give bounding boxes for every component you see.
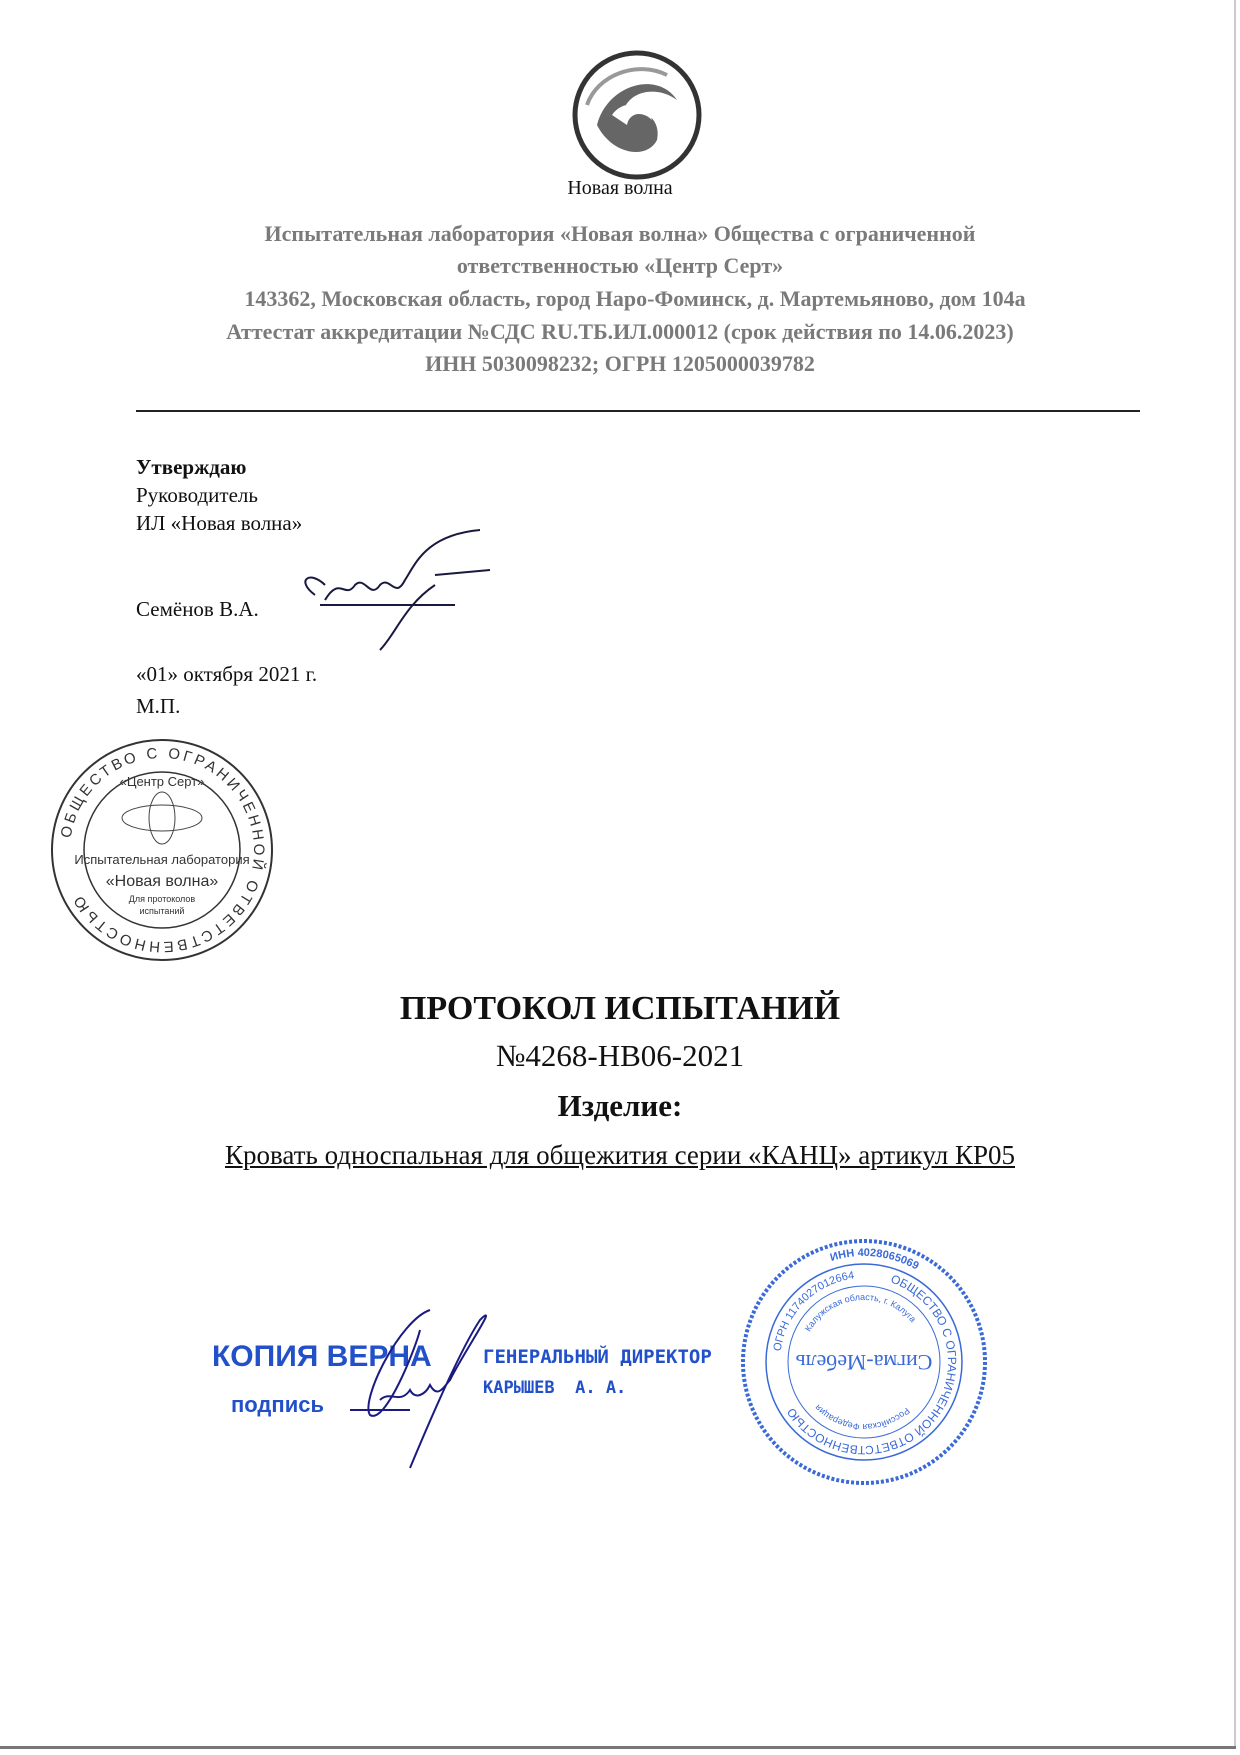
- svg-text:Для протоколов: Для протоколов: [128, 894, 196, 904]
- approve-label: Утверждаю: [136, 455, 247, 479]
- director-signature: [330, 1290, 550, 1470]
- director-name: КАРЫШЕВ А. А.: [483, 1378, 627, 1398]
- lab-round-stamp: [48, 736, 276, 964]
- svg-text:ОБЩЕСТВО С ОГРАНИЧЕННОЙ ОТВЕТС: ОБЩЕСТВО С ОГРАНИЧЕННОЙ ОТВЕТСТВЕННОСТЬЮ: [784, 1271, 960, 1458]
- approver-org: ИЛ «Новая волна»: [136, 511, 303, 535]
- lab-ids: ИНН 5030098232; ОГРН 1205000039782: [425, 351, 815, 376]
- lab-address: 143362, Московская область, город Наро-Фоминск, д. Мартемьяново, дом 104а: [244, 286, 1026, 311]
- approval-date: «01» октября 2021 г.: [136, 662, 318, 686]
- seal-mark: М.П.: [136, 694, 181, 718]
- approver-name: Семёнов В.А.: [136, 597, 259, 621]
- item-label: Изделие:: [557, 1088, 683, 1123]
- company-round-stamp: [740, 1238, 988, 1486]
- document-number: №4268-НВ06-2021: [495, 1038, 745, 1073]
- document-title: ПРОТОКОЛ ИСПЫТАНИЙ: [399, 990, 841, 1027]
- svg-text:Калужская область, г. Калуга: Калужская область, г. Калуга: [802, 1291, 919, 1334]
- svg-text:«Центр Серт»: «Центр Серт»: [119, 774, 205, 789]
- signature-label: подпись: [231, 1392, 324, 1417]
- approver-position: Руководитель: [136, 483, 258, 507]
- lab-name-line1: Испытательная лаборатория «Новая волна» Общества с ограниченной: [264, 221, 976, 246]
- svg-text:Сигма-Мебель: Сигма-Мебель: [795, 1350, 933, 1375]
- page-edge: [0, 1746, 1236, 1749]
- svg-text:Российская Федерация: Российская Федерация: [812, 1402, 912, 1433]
- director-title: ГЕНЕРАЛЬНЫЙ ДИРЕКТОР: [483, 1346, 712, 1368]
- copy-true-label: КОПИЯ ВЕРНА: [212, 1340, 432, 1373]
- approver-signature: [285, 525, 495, 655]
- svg-text:ИНН 4028065069: ИНН 4028065069: [828, 1246, 921, 1273]
- lab-name-line2: ответственностью «Центр Серт»: [456, 253, 784, 278]
- svg-text:«Новая волна»: «Новая волна»: [105, 873, 219, 890]
- item-name: Кровать односпальная для общежития серии «КАНЦ» артикул КР05: [225, 1140, 1015, 1170]
- svg-text:испытаний: испытаний: [139, 906, 185, 916]
- svg-text:ОБЩЕСТВО С ОГРАНИЧЕННОЙ ОТВЕТС: ОБЩЕСТВО С ОГРАНИЧЕННОЙ ОТВЕТСТВЕННОСТЬЮ: [57, 744, 268, 956]
- header-divider: [136, 410, 1140, 412]
- svg-text:ОГРН 1174027012664: ОГРН 1174027012664: [771, 1269, 856, 1352]
- lab-accreditation: Аттестат аккредитации №СДС RU.ТБ.ИЛ.000012 (срок действия по 14.06.2023): [226, 319, 1014, 344]
- logo-caption: Новая волна: [567, 177, 673, 199]
- wave-logo-icon: [567, 45, 707, 185]
- svg-text:Испытательная лаборатория: Испытательная лаборатория: [74, 852, 250, 867]
